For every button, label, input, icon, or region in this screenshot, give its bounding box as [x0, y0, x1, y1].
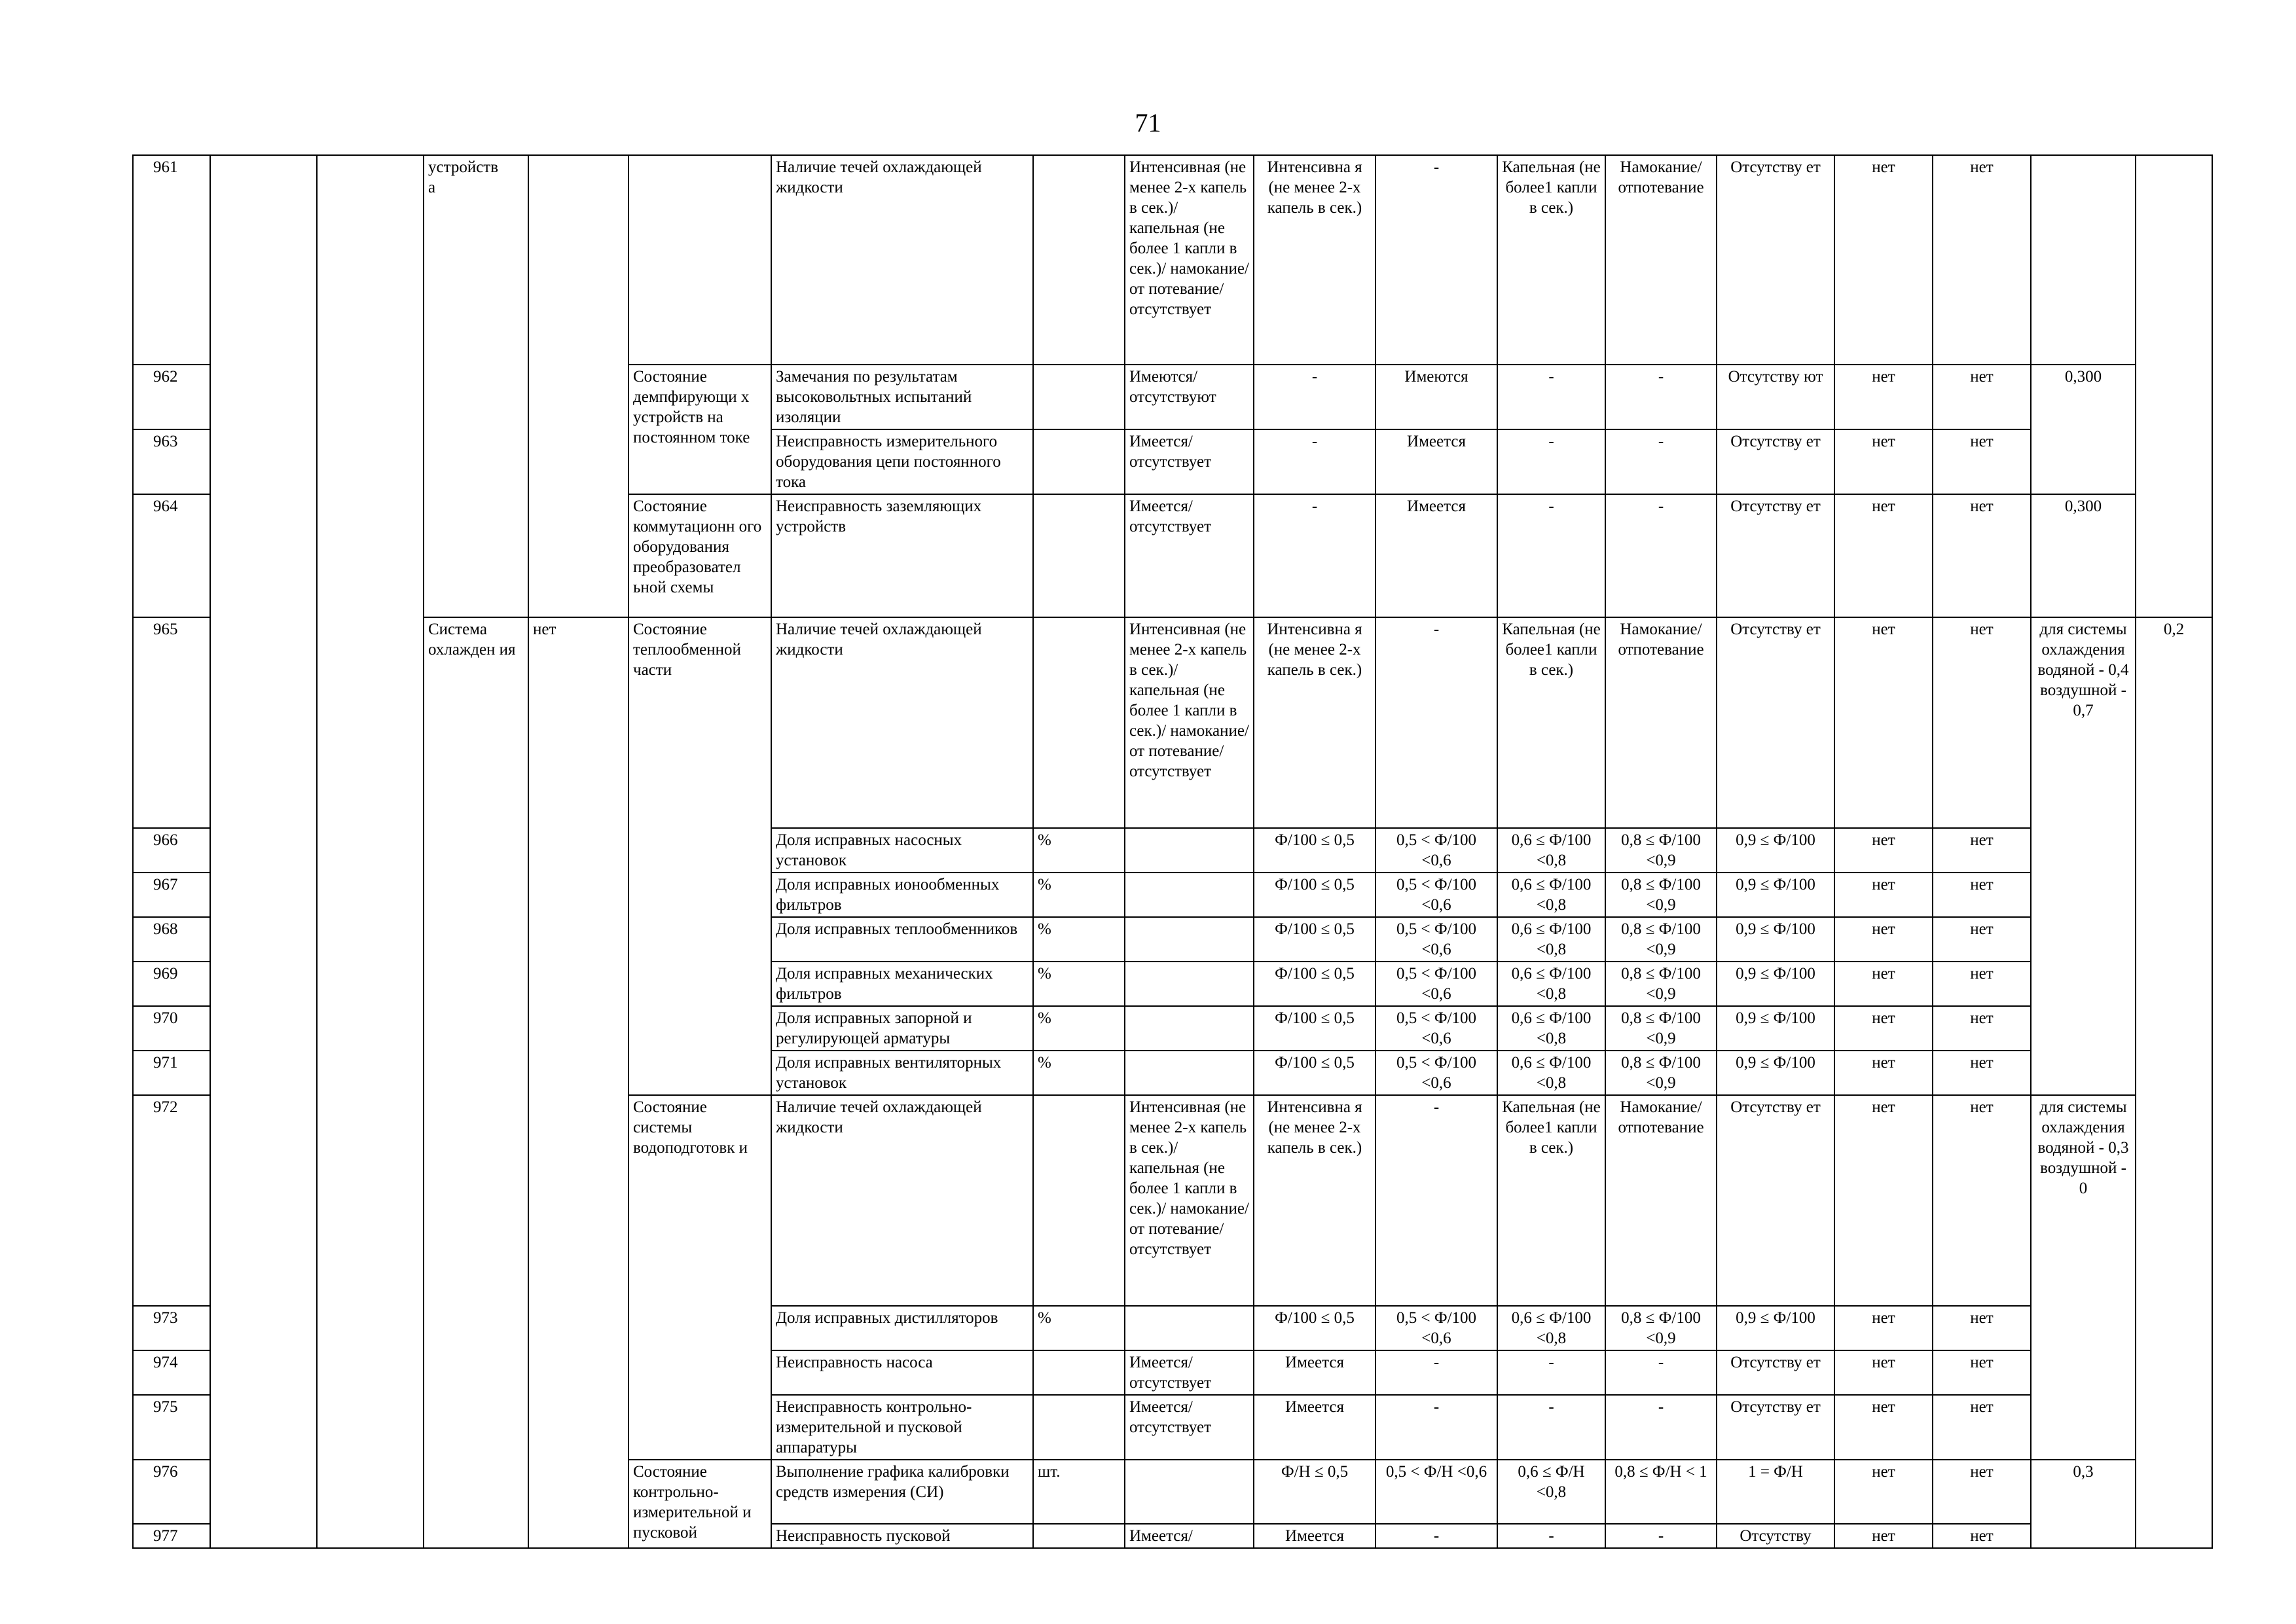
- cell-g4: 0,8 ≤ Ф/100 <0,9: [1605, 1006, 1717, 1051]
- cell-unit: [1033, 1350, 1125, 1395]
- cell-g2: -: [1376, 1395, 1497, 1460]
- cell-g3: Капельная (не более1 капли в сек.): [1497, 1095, 1605, 1306]
- cell-g3: -: [1497, 429, 1605, 494]
- cell-g1: Ф/100 ≤ 0,5: [1254, 873, 1376, 917]
- cell-c7: Состояние демпфирующи х устройств на постоянном токе: [629, 365, 771, 494]
- cell-unit: %: [1033, 962, 1125, 1006]
- cell-w: для системы охлаждения водяной - 0,4 воздушной - 0,7: [2031, 617, 2136, 1095]
- cell-param: Неисправность заземляющих устройств: [771, 494, 1033, 617]
- cell-param: Неисправность измерительного оборудования цепи постоянного тока: [771, 429, 1033, 494]
- cell-g1: Имеется: [1254, 1524, 1376, 1548]
- cell-g1: Интенсивна я (не менее 2-х капель в сек.): [1254, 1095, 1376, 1306]
- cell-g5: Отсутству ют: [1717, 365, 1834, 429]
- cell-g1: Интенсивна я (не менее 2-х капель в сек.): [1254, 155, 1376, 365]
- cell-g5: Отсутству ет: [1717, 429, 1834, 494]
- cell-num: 971: [133, 1051, 210, 1095]
- cell-g1: Ф/100 ≤ 0,5: [1254, 828, 1376, 873]
- cell-g4: -: [1605, 1350, 1717, 1395]
- cell-n2: нет: [1933, 494, 2031, 617]
- cell-g5: Отсутству ет: [1717, 155, 1834, 365]
- cell-num: 965: [133, 617, 210, 828]
- cell-g2: 0,5 < Ф/100 <0,6: [1376, 828, 1497, 873]
- cell-n1: нет: [1834, 1006, 1933, 1051]
- cell-g3: -: [1497, 1350, 1605, 1395]
- cell-g2: 0,5 < Ф/100 <0,6: [1376, 1051, 1497, 1095]
- cell-scale: Интенсивная (не менее 2-х капель в сек.)/ капельная (не более 1 капли в сек.)/ намокание/от потевание/ отсутствует: [1125, 155, 1254, 365]
- cell-scale: [1125, 1460, 1254, 1524]
- cell-g4: -: [1605, 365, 1717, 429]
- cell-empty: [210, 155, 317, 1548]
- cell-n1: нет: [1834, 1095, 1933, 1306]
- cell-n1: нет: [1834, 494, 1933, 617]
- cell-n2: нет: [1933, 917, 2031, 962]
- cell-g3: 0,6 ≤ Ф/100 <0,8: [1497, 962, 1605, 1006]
- cell-w: 0,300: [2031, 494, 2136, 617]
- assessment-table: [132, 154, 2213, 1549]
- cell-empty: [317, 155, 424, 1548]
- cell-w: 0,3: [2031, 1460, 2136, 1548]
- cell-unit: %: [1033, 917, 1125, 962]
- cell-c7: Состояние системы водоподготовк и: [629, 1095, 771, 1460]
- cell-n2: нет: [1933, 1350, 2031, 1395]
- cell-num: 961: [133, 155, 210, 365]
- cell-c4: Система охлажден ия: [424, 617, 528, 1548]
- cell-g2: 0,5 < Ф/100 <0,6: [1376, 917, 1497, 962]
- cell-n2: нет: [1933, 1095, 2031, 1306]
- cell-num: 970: [133, 1006, 210, 1051]
- cell-g4: 0,8 ≤ Ф/100 <0,9: [1605, 873, 1717, 917]
- cell-g1: Ф/100 ≤ 0,5: [1254, 962, 1376, 1006]
- cell-scale: [1125, 873, 1254, 917]
- cell-n1: нет: [1834, 1051, 1933, 1095]
- cell-g3: 0,6 ≤ Ф/100 <0,8: [1497, 1006, 1605, 1051]
- cell-scale: Имеется/ отсутствует: [1125, 1395, 1254, 1460]
- cell-n1: нет: [1834, 1350, 1933, 1395]
- cell-param: Доля исправных вентиляторных установок: [771, 1051, 1033, 1095]
- cell-param: Замечания по результатам высоковольтных испытаний изоляции: [771, 365, 1033, 429]
- cell-scale: Имеется/: [1125, 1524, 1254, 1548]
- cell-g3: 0,6 ≤ Ф/100 <0,8: [1497, 917, 1605, 962]
- cell-g1: -: [1254, 429, 1376, 494]
- cell-g4: 0,8 ≤ Ф/100 <0,9: [1605, 1051, 1717, 1095]
- cell-n1: нет: [1834, 873, 1933, 917]
- cell-n1: нет: [1834, 917, 1933, 962]
- cell-n1: нет: [1834, 429, 1933, 494]
- cell-n1: нет: [1834, 828, 1933, 873]
- cell-g4: Намокание/ отпотевание: [1605, 617, 1717, 828]
- cell-g2: 0,5 < Ф/100 <0,6: [1376, 1006, 1497, 1051]
- cell-g1: Ф/100 ≤ 0,5: [1254, 1006, 1376, 1051]
- cell-g3: Капельная (не более1 капли в сек.): [1497, 155, 1605, 365]
- cell-param: Доля исправных механических фильтров: [771, 962, 1033, 1006]
- cell-g5: Отсутству: [1717, 1524, 1834, 1548]
- cell-n1: нет: [1834, 1524, 1933, 1548]
- cell-g3: Капельная (не более1 капли в сек.): [1497, 617, 1605, 828]
- cell-n2: нет: [1933, 828, 2031, 873]
- cell-scale: [1125, 1051, 1254, 1095]
- cell-g2: Имеется: [1376, 429, 1497, 494]
- cell-param: Наличие течей охлаждающей жидкости: [771, 155, 1033, 365]
- cell-g5: Отсутству ет: [1717, 1395, 1834, 1460]
- cell-unit: шт.: [1033, 1460, 1125, 1524]
- cell-num: 976: [133, 1460, 210, 1524]
- cell-g3: 0,6 ≤ Ф/Н <0,8: [1497, 1460, 1605, 1524]
- cell-g5: Отсутству ет: [1717, 1350, 1834, 1395]
- cell-n2: нет: [1933, 873, 2031, 917]
- cell-g5: 0,9 ≤ Ф/100: [1717, 873, 1834, 917]
- table-row: [133, 617, 2212, 828]
- cell-n2: нет: [1933, 1006, 2031, 1051]
- cell-param: Неисправность контрольно-измерительной и пусковой аппаратуры: [771, 1395, 1033, 1460]
- cell-g1: Ф/100 ≤ 0,5: [1254, 1051, 1376, 1095]
- cell-num: 963: [133, 429, 210, 494]
- cell-g2: -: [1376, 155, 1497, 365]
- cell-n2: нет: [1933, 617, 2031, 828]
- cell-unit: [1033, 429, 1125, 494]
- cell-param: Доля исправных дистилляторов: [771, 1306, 1033, 1350]
- cell-num: 969: [133, 962, 210, 1006]
- cell-g3: -: [1497, 365, 1605, 429]
- cell-num: 973: [133, 1306, 210, 1350]
- cell-c4: устройств а: [424, 155, 528, 617]
- cell-unit: [1033, 617, 1125, 828]
- cell-g2: 0,5 < Ф/Н <0,6: [1376, 1460, 1497, 1524]
- cell-g2: 0,5 < Ф/100 <0,6: [1376, 962, 1497, 1006]
- cell-scale: Имеется/ отсутствует: [1125, 1350, 1254, 1395]
- cell-g2: Имеются: [1376, 365, 1497, 429]
- cell-scale: Имеется/ отсутствует: [1125, 494, 1254, 617]
- cell-g5: 0,9 ≤ Ф/100: [1717, 1051, 1834, 1095]
- cell-n1: нет: [1834, 365, 1933, 429]
- cell-n2: нет: [1933, 1524, 2031, 1548]
- cell-param: Наличие течей охлаждающей жидкости: [771, 617, 1033, 828]
- cell-g2: -: [1376, 1095, 1497, 1306]
- cell-unit: %: [1033, 1306, 1125, 1350]
- cell-g5: 0,9 ≤ Ф/100: [1717, 962, 1834, 1006]
- cell-n1: нет: [1834, 155, 1933, 365]
- cell-g3: 0,6 ≤ Ф/100 <0,8: [1497, 873, 1605, 917]
- cell-c5: нет: [528, 617, 629, 1548]
- cell-w2: 0,2: [2136, 617, 2212, 1548]
- cell-g1: Имеется: [1254, 1395, 1376, 1460]
- cell-param: Доля исправных насосных установок: [771, 828, 1033, 873]
- cell-g3: 0,6 ≤ Ф/100 <0,8: [1497, 1306, 1605, 1350]
- cell-g4: -: [1605, 429, 1717, 494]
- cell-g1: -: [1254, 494, 1376, 617]
- cell-g4: 0,8 ≤ Ф/Н < 1: [1605, 1460, 1717, 1524]
- cell-g5: 0,9 ≤ Ф/100: [1717, 917, 1834, 962]
- cell-unit: [1033, 1095, 1125, 1306]
- cell-g2: Имеется: [1376, 494, 1497, 617]
- cell-g2: -: [1376, 617, 1497, 828]
- cell-g4: Намокание/ отпотевание: [1605, 155, 1717, 365]
- cell-param: Доля исправных теплообменников: [771, 917, 1033, 962]
- page-number: 71: [1135, 108, 1161, 137]
- cell-scale: [1125, 917, 1254, 962]
- cell-c7: Состояние контрольно-измерительной и пусковой: [629, 1460, 771, 1548]
- cell-c7: [629, 155, 771, 365]
- cell-g5: 1 = Ф/Н: [1717, 1460, 1834, 1524]
- cell-n1: нет: [1834, 617, 1933, 828]
- cell-g3: 0,6 ≤ Ф/100 <0,8: [1497, 828, 1605, 873]
- cell-g1: Имеется: [1254, 1350, 1376, 1395]
- cell-g1: Ф/100 ≤ 0,5: [1254, 1306, 1376, 1350]
- cell-n2: нет: [1933, 365, 2031, 429]
- cell-w: 0,300: [2031, 365, 2136, 494]
- cell-w: для системы охлаждения водяной - 0,3 воздушной - 0: [2031, 1095, 2136, 1460]
- cell-n2: нет: [1933, 1306, 2031, 1350]
- cell-g3: 0,6 ≤ Ф/100 <0,8: [1497, 1051, 1605, 1095]
- cell-g4: 0,8 ≤ Ф/100 <0,9: [1605, 828, 1717, 873]
- cell-g4: 0,8 ≤ Ф/100 <0,9: [1605, 1306, 1717, 1350]
- cell-param: Неисправность насоса: [771, 1350, 1033, 1395]
- cell-num: 972: [133, 1095, 210, 1306]
- cell-g4: -: [1605, 494, 1717, 617]
- cell-num: 962: [133, 365, 210, 429]
- cell-n1: нет: [1834, 1306, 1933, 1350]
- cell-g1: -: [1254, 365, 1376, 429]
- cell-g3: -: [1497, 1395, 1605, 1460]
- cell-g2: 0,5 < Ф/100 <0,6: [1376, 1306, 1497, 1350]
- cell-g1: Ф/Н ≤ 0,5: [1254, 1460, 1376, 1524]
- cell-scale: Имеются/ отсутствуют: [1125, 365, 1254, 429]
- cell-g5: Отсутству ет: [1717, 1095, 1834, 1306]
- cell-g2: -: [1376, 1524, 1497, 1548]
- cell-scale: Интенсивная (не менее 2-х капель в сек.)/ капельная (не более 1 капли в сек.)/ намокание/от потевание/ отсутствует: [1125, 617, 1254, 828]
- cell-unit: %: [1033, 828, 1125, 873]
- cell-num: 975: [133, 1395, 210, 1460]
- cell-g4: 0,8 ≤ Ф/100 <0,9: [1605, 917, 1717, 962]
- cell-unit: [1033, 365, 1125, 429]
- cell-w: [2031, 155, 2136, 365]
- cell-scale: [1125, 962, 1254, 1006]
- cell-num: 964: [133, 494, 210, 617]
- cell-w2: [2136, 155, 2212, 617]
- cell-g5: 0,9 ≤ Ф/100: [1717, 828, 1834, 873]
- cell-g5: Отсутству ет: [1717, 617, 1834, 828]
- cell-c7: Состояние теплообменной части: [629, 617, 771, 1095]
- cell-unit: %: [1033, 1006, 1125, 1051]
- cell-unit: [1033, 1524, 1125, 1548]
- cell-n2: нет: [1933, 429, 2031, 494]
- cell-g5: Отсутству ет: [1717, 494, 1834, 617]
- cell-scale: [1125, 1006, 1254, 1051]
- cell-g1: Интенсивна я (не менее 2-х капель в сек.): [1254, 617, 1376, 828]
- cell-n1: нет: [1834, 1460, 1933, 1524]
- cell-c5: [528, 155, 629, 617]
- cell-unit: %: [1033, 1051, 1125, 1095]
- cell-g2: 0,5 < Ф/100 <0,6: [1376, 873, 1497, 917]
- cell-n2: нет: [1933, 1460, 2031, 1524]
- cell-unit: %: [1033, 873, 1125, 917]
- cell-scale: Имеется/ отсутствует: [1125, 429, 1254, 494]
- cell-unit: [1033, 494, 1125, 617]
- cell-num: 977: [133, 1524, 210, 1548]
- cell-g4: -: [1605, 1524, 1717, 1548]
- cell-g3: -: [1497, 1524, 1605, 1548]
- cell-g4: 0,8 ≤ Ф/100 <0,9: [1605, 962, 1717, 1006]
- cell-g5: 0,9 ≤ Ф/100: [1717, 1306, 1834, 1350]
- cell-g3: -: [1497, 494, 1605, 617]
- cell-unit: [1033, 1395, 1125, 1460]
- table-row: [133, 155, 2212, 365]
- cell-scale: [1125, 828, 1254, 873]
- cell-param: Выполнение графика калибровки средств измерения (СИ): [771, 1460, 1033, 1524]
- cell-c7: Состояние коммутационн ого оборудования преобразовател ьной схемы: [629, 494, 771, 617]
- cell-scale: Интенсивная (не менее 2-х капель в сек.)/ капельная (не более 1 капли в сек.)/ намокание/от потевание/ отсутствует: [1125, 1095, 1254, 1306]
- cell-n2: нет: [1933, 1051, 2031, 1095]
- cell-num: 966: [133, 828, 210, 873]
- cell-param: Доля исправных ионообменных фильтров: [771, 873, 1033, 917]
- cell-n1: нет: [1834, 962, 1933, 1006]
- cell-scale: [1125, 1306, 1254, 1350]
- cell-unit: [1033, 155, 1125, 365]
- cell-g1: Ф/100 ≤ 0,5: [1254, 917, 1376, 962]
- cell-g2: -: [1376, 1350, 1497, 1395]
- cell-n2: нет: [1933, 1395, 2031, 1460]
- cell-param: Неисправность пусковой: [771, 1524, 1033, 1548]
- cell-n1: нет: [1834, 1395, 1933, 1460]
- cell-n2: нет: [1933, 155, 2031, 365]
- cell-g5: 0,9 ≤ Ф/100: [1717, 1006, 1834, 1051]
- cell-num: 968: [133, 917, 210, 962]
- cell-n2: нет: [1933, 962, 2031, 1006]
- cell-param: Доля исправных запорной и регулирующей арматуры: [771, 1006, 1033, 1051]
- cell-g4: Намокание/ отпотевание: [1605, 1095, 1717, 1306]
- cell-param: Наличие течей охлаждающей жидкости: [771, 1095, 1033, 1306]
- cell-num: 974: [133, 1350, 210, 1395]
- cell-g4: -: [1605, 1395, 1717, 1460]
- cell-num: 967: [133, 873, 210, 917]
